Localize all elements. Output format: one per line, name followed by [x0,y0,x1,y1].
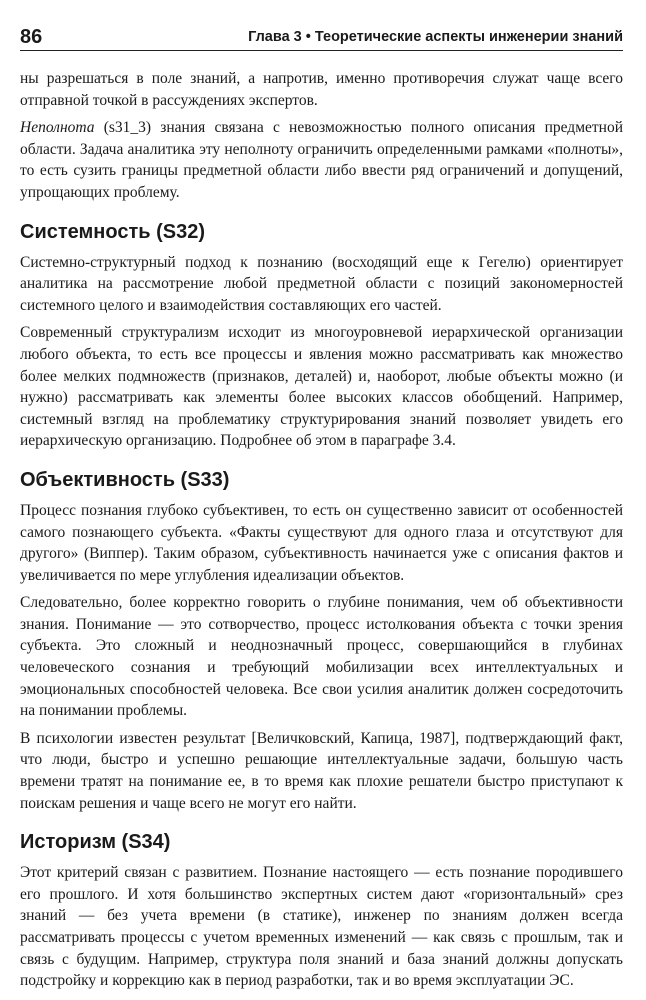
page-number: 86 [20,26,43,48]
paragraph: В психологии известен результат [Величковский, Капица, 1987], подтверждающий факт, что люди, быстро и успешно решающие интеллектуальные задачи, большую часть времени тратят на понимание ее, в то время как плохие решатели быстро приступают к поискам решения и чаще всего не могут его найти. [20,729,623,812]
paragraph: Системно-структурный подход к познанию (восходящий еще к Гегелю) ориентирует аналитика на рассмотрение любой предметной области с позиций закономерностей системного целого и взаимодействия составляющих его частей. [20,253,623,314]
paragraph: Современный структурализм исходит из многоуровневой иерархической организации любого объекта, то есть все процессы и явления можно рассматривать как множество более мелких подмножеств (признаков, деталей) и, наоборот, любые объекты можно (и нужно) рассматривать как элементы более высоких классов обобщений. Например, системный взгляд на проблематику структурирования знаний позволяет увидеть его иерархическую организацию. Подробнее об этом в параграфе 3.4. [20,324,623,450]
heading-objectivity: Объективность (S33) [20,468,230,491]
heading-systemness: Системность (S32) [20,220,206,243]
paragraph: Этот критерий связан с развитием. Познание настоящего — есть познание породившего его прошлого. И хотя большинство экспертных систем дают «горизонтальный» срез знаний — без учета времени (в статике), инженер по знаниям должен всегда рассматривать процессы с учетом временных изменений — как связь с прошлым, так и связь с будущим. Например, структура поля знаний и база знаний должны допускать подстройку и коррекцию как в период разработки, так и во время эксплуатации ЭС. [20,864,623,990]
heading-historicism: Историзм (S34) [20,831,171,854]
paragraph: Процесс познания глубоко субъективен, то есть он существенно зависит от особенностей самого познающего субъекта. «Факты существуют для одного глаза и отсутствуют для другого» (Виппер). Таким образом, субъективность начинается уже с описания фактов и увеличивается по мере углубления идеализации объектов. [20,501,623,584]
paragraph-continued: ны разрешаться в поле знаний, а напротив, именно противоречия служат чаще всего отправной точкой в рассуждениях экспертов. [20,70,623,109]
paragraph-text: (s31_3) знания связана с невозможностью полного описания предметной области. Задача аналитика эту неполноту ограничить определенными рамками «полноты», то есть сузить границы предметной области либо ввести ряд ограничений и допущений, упрощающих проблему. [20,119,623,201]
paragraph-incompleteness [20,117,623,203]
running-head: Глава 3 • Теоретические аспекты инженерии знаний [248,29,623,45]
term-incompleteness: Неполнота [20,119,95,137]
page-header [20,22,623,51]
paragraph: Следовательно, более корректно говорить о глубине понимания, чем об объективности знания. Понимание — это сотворчество, процесс истолкования объекта с точки зрения субъекта. Это сложный и неоднозначный процесс, совершающийся в глубинах человеческого сознания и требующий мобилизации всех интеллектуальных и эмоциональных способностей человека. Все свои усилия аналитик должен сосредоточить на понимании проблемы. [20,594,623,720]
page-body [20,68,623,998]
